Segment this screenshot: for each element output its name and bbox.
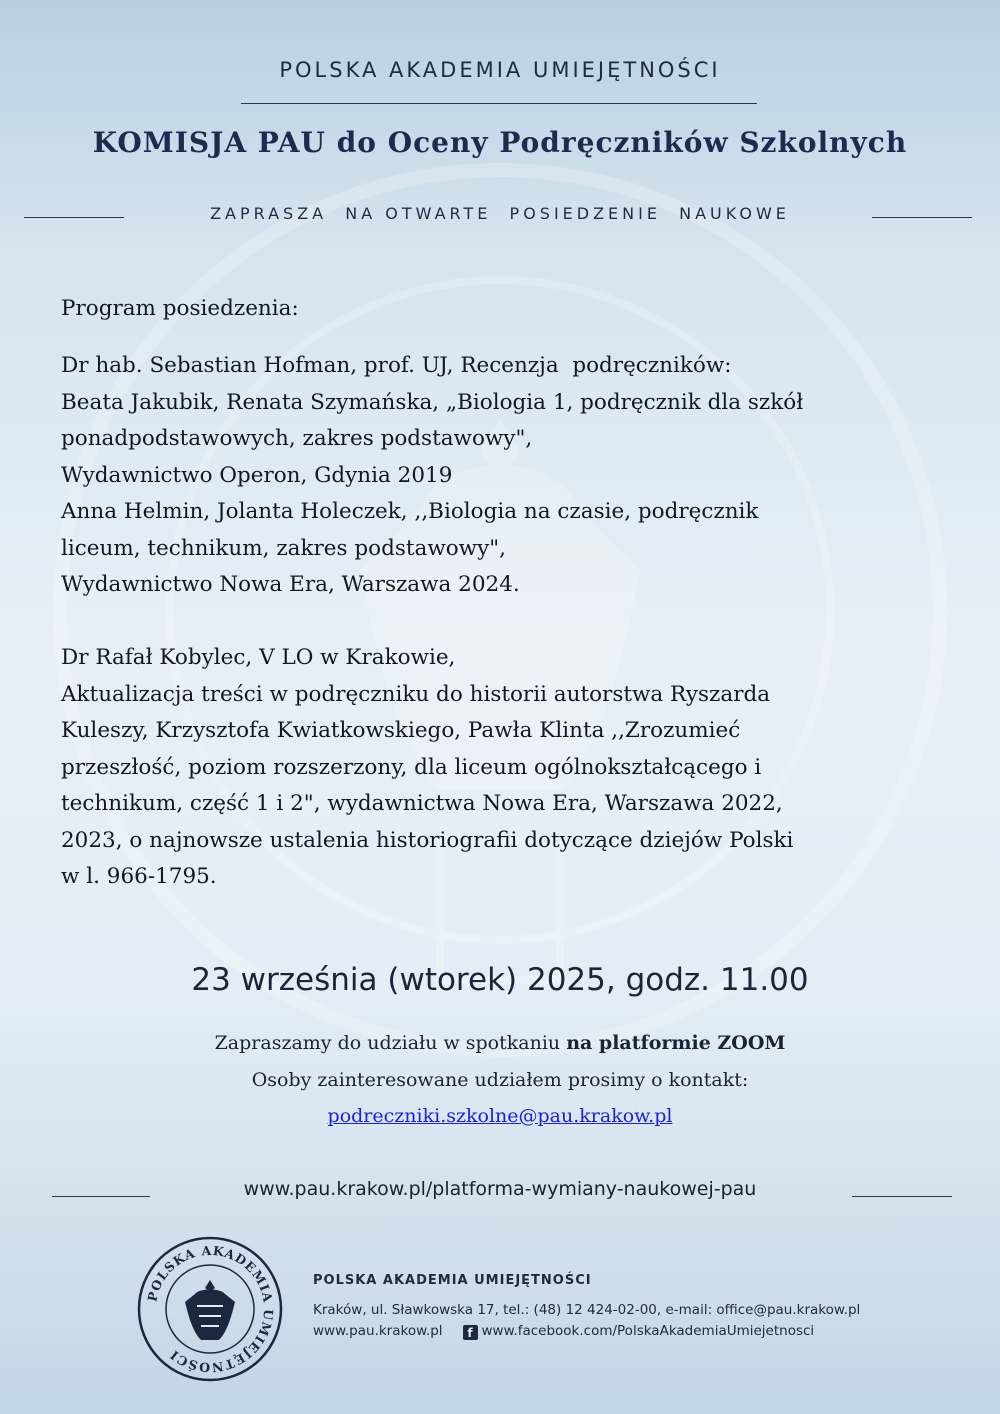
event-date: 23 września (wtorek) 2025, godz. 11.00 [191, 962, 809, 998]
program-line: przeszłość, poziom rozszerzony, dla liceum ogólnokształcącego i [61, 754, 762, 780]
website-row [0, 1178, 1000, 1208]
invite-prefix: Zapraszamy do udziału w spotkaniu [214, 1032, 567, 1054]
program-line: Wydawnictwo Nowa Era, Warszawa 2024. [61, 572, 520, 597]
program-line: Wydawnictwo Operon, Gdynia 2019 [61, 462, 453, 488]
program-item-2 [61, 640, 941, 896]
pau-seal-logo [137, 1236, 283, 1382]
footer-info [313, 1273, 860, 1342]
program-line: Dr hab. Sebastian Hofman, prof. UJ, Recenzja podręczników: [61, 353, 732, 378]
invite-platform: na platformie ZOOM [566, 1032, 786, 1054]
divider-right [872, 217, 972, 218]
invitation-banner [0, 204, 1000, 230]
program-line: technikum, część 1 i 2", wydawnictwa Nowa Era, Warszawa 2022, [61, 791, 783, 816]
program-line: w l. 966-1795. [61, 864, 217, 889]
facebook-icon: f [463, 1325, 478, 1340]
email-row [0, 1105, 1000, 1127]
program-line: Aktualizacja treści w podręczniku do historii autorstwa Ryszarda [61, 681, 771, 707]
divider [241, 103, 757, 104]
divider-right [852, 1196, 952, 1197]
program-item-1 [61, 348, 941, 604]
program-line: Kuleszy, Krzysztofa Kwiatkowskiego, Pawła Klinta ,,Zrozumieć [61, 718, 741, 743]
footer-facebook-link[interactable]: www.facebook.com/PolskaAkademiaUmiejetnosci [481, 1323, 815, 1339]
footer-address: Kraków, ul. Sławkowska 17, tel.: (48) 12 424-02-00, e-mail: office@pau.krakow.pl [313, 1302, 861, 1318]
website-link[interactable]: www.pau.krakow.pl/platforma-wymiany-naukowej-pau [243, 1178, 757, 1200]
program-heading-text: Program posiedzenia: [61, 296, 299, 321]
organization-title: POLSKA AKADEMIA UMIEJĘTNOŚCI [279, 58, 721, 82]
svg-text:POLSKA AKADEMIA UMIEJĘTNOŚCI: POLSKA AKADEMIA UMIEJĘTNOŚCI [144, 1242, 277, 1376]
footer-links [313, 1321, 860, 1342]
commission-title: KOMISJA PAU do Oceny Podręczników Szkolnych [92, 126, 908, 159]
watermark-seal [40, 150, 960, 1070]
program-heading [61, 291, 941, 328]
program-line: Anna Helmin, Jolanta Holeczek, ,,Biologia na czasie, podręcznik [61, 499, 759, 524]
contact-line: Osoby zainteresowane udziałem prosimy o kontakt: [251, 1069, 749, 1091]
invitation-text: ZAPRASZA NA OTWARTE POSIEDZENIE NAUKOWE [210, 204, 790, 223]
program-line: Beata Jakubik, Renata Szymańska, „Biologia 1, podręcznik dla szkół [61, 389, 804, 415]
program-line: liceum, technikum, zakres podstawowy", [61, 535, 506, 561]
program-line: Dr Rafał Kobylec, V LO w Krakowie, [61, 645, 456, 670]
program-line: 2023, o najnowsze ustalenia historiografii dotyczące dziejów Polski [61, 827, 794, 853]
zoom-invitation [0, 1032, 1000, 1054]
contact-email-link[interactable]: podreczniki.szkolne@pau.krakow.pl [327, 1105, 673, 1127]
footer-site-link[interactable]: www.pau.krakow.pl [313, 1323, 443, 1339]
program-line: ponadpodstawowych, zakres podstawowy", [61, 426, 533, 451]
footer-organization: POLSKA AKADEMIA UMIEJĘTNOŚCI [313, 1273, 592, 1288]
